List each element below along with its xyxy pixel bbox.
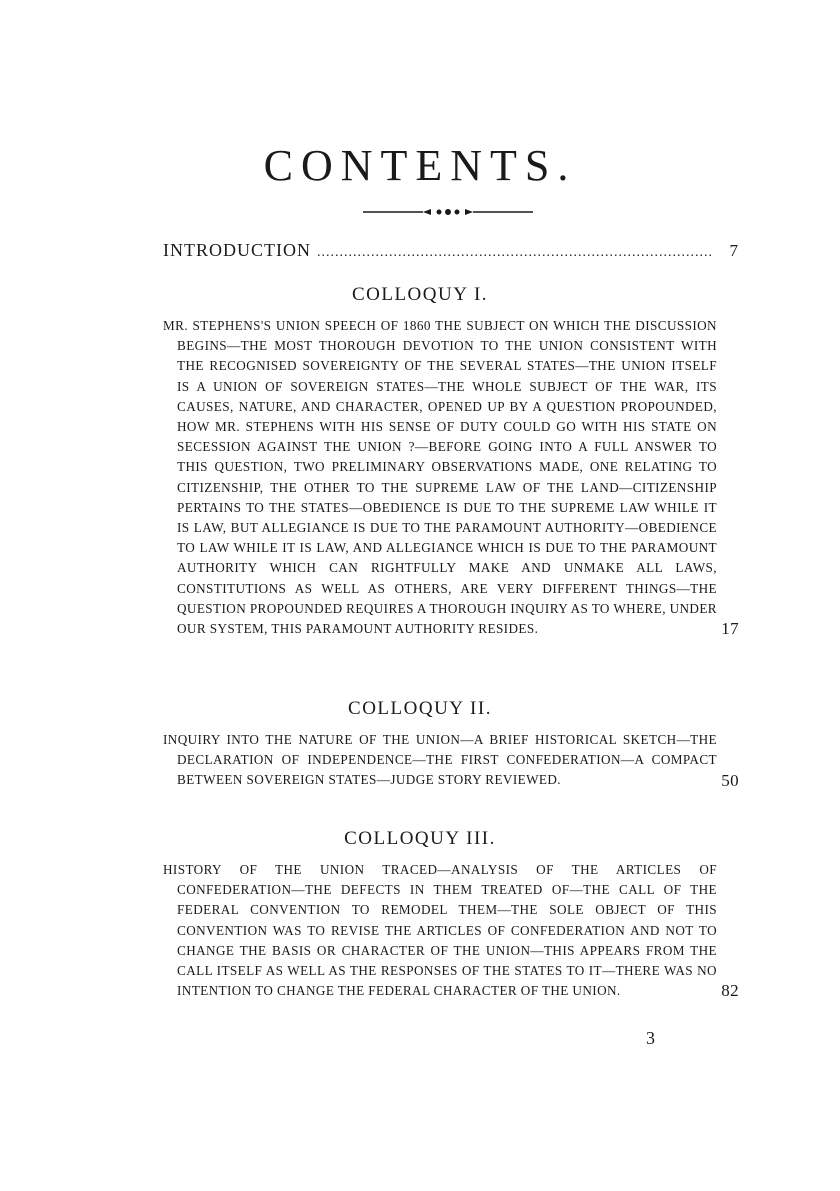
dot-leader — [317, 245, 711, 261]
toc-entry-colloquy-1[interactable] — [163, 316, 739, 639]
colloquy-summary: HISTORY OF THE UNION TRACED—ANALYSIS OF THE ARTICLES OF CONFEDERATION—THE DEFECTS IN THEM TREATED OF—THE CALL OF THE FEDERAL CONVENTION TO REMODEL THEM—THE SOLE OBJECT OF THIS CONVENTION WAS TO REVISE THE ARTICLES OF CONFEDERATION AND NOT TO CHANGE THE BASIS OR CHARACTER OF THE UNION—THIS APPEARS FROM THE CALL ITSELF AS WELL AS THE RESPONSES OF THE STATES TO IT—THERE WAS NO INTENTION TO CHANGE THE FEDERAL CHARACTER OF THE UNION. — [163, 862, 717, 999]
page-number: 7 — [729, 241, 739, 260]
toc-entry-introduction[interactable] — [163, 240, 739, 261]
colloquy-heading: COLLOQUY I. — [351, 284, 489, 305]
page-title: CONTENTS. — [263, 141, 577, 190]
toc-entry-colloquy-3[interactable] — [163, 860, 739, 1001]
page-number: 50 — [721, 770, 739, 790]
page-number: 82 — [721, 981, 739, 1001]
colloquy-summary: INQUIRY INTO THE NATURE OF THE UNION—A BRIEF HISTORICAL SKETCH—THE DECLARATION OF INDEPENDENCE—THE FIRST CONFEDERATION—A COMPACT BETWEEN SOVEREIGN STATES—JUDGE STORY REVIEWED. — [163, 732, 717, 788]
toc-entry-label: INTRODUCTION — [163, 240, 311, 260]
colloquy-heading: COLLOQUY III. — [344, 828, 496, 849]
page-number: 17 — [721, 619, 739, 639]
ornament-rule — [363, 205, 533, 219]
toc-entry-colloquy-2[interactable] — [163, 730, 739, 791]
colloquy-summary: MR. STEPHENS'S UNION SPEECH OF 1860 THE SUBJECT ON WHICH THE DISCUSSION BEGINS—THE MOST THOROUGH DEVOTION TO THE UNION CONSISTENT WITH THE RECOGNISED SOVEREIGNTY OF THE SEVERAL STATES—THE UNION ITSELF IS A UNION OF SOVEREIGN STATES—THE WHOLE SUBJECT OF THE WAR, ITS CAUSES, NATURE, AND CHARACTER, OPENED UP BY A QUESTION PROPOUNDED, HOW MR. STEPHENS WITH HIS SENSE OF DUTY COULD GO WITH HIS STATE ON SECESSION AGAINST THE UNION ?—BEFORE GOING INTO A FULL ANSWER TO THIS QUESTION, TWO PRELIMINARY OBSERVATIONS MADE, ONE RELATING TO CITIZENSHIP, THE OTHER TO THE SUPREME LAW OF THE LAND—CITIZENSHIP PERTAINS TO THE STATES—OBEDIENCE IS DUE TO THE SUPREME LAW WHILE IT IS LAW, BUT ALLEGIANCE IS DUE TO THE PARAMOUNT AUTHORITY—OBEDIENCE TO LAW WHILE IT IS LAW, AND ALLEGIANCE WHICH IS DUE TO THE PARAMOUNT AUTHORITY WHICH CAN RIGHTFULLY MAKE AND UNMAKE ALL LAWS, CONSTITUTIONS AS WELL AS OTHERS, ARE VERY DIFFERENT THINGS—THE QUESTION PROPOUNDED REQUIRES A THOROUGH INQUIRY AS TO WHERE, UNDER OUR SYSTEM, THIS PARAMOUNT AUTHORITY RESIDES. — [163, 318, 718, 637]
folio-page-number: 3 — [646, 1028, 655, 1048]
colloquy-heading: COLLOQUY II. — [348, 698, 492, 719]
